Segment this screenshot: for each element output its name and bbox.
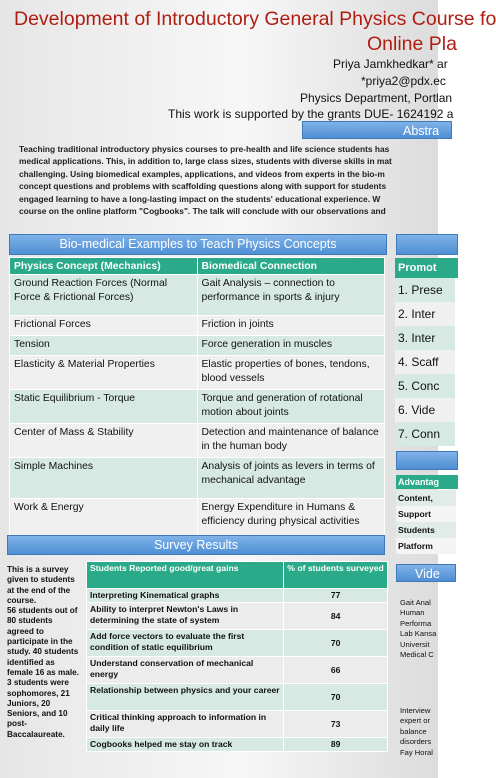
biomed-heading: Bio-medical Examples to Teach Physics Concepts <box>9 234 387 255</box>
authors: Priya Jamkhedkar* ar <box>333 57 448 71</box>
connection-cell: Elastic properties of bones, tendons, blood vessels <box>197 356 385 390</box>
video-caption-line: Medical C <box>400 650 434 660</box>
list-item: Platform <box>396 538 456 554</box>
video-caption-line: Lab Kansa <box>400 629 437 639</box>
survey-pct-cell: 66 <box>284 657 388 684</box>
abstract-line: concept questions and problems with scaffolding questions along with support for students <box>19 181 387 192</box>
survey-table <box>86 561 388 752</box>
video-caption-a <box>400 598 436 660</box>
survey-desc-line: study. 40 students <box>7 647 79 657</box>
survey-item-cell: Add force vectors to evaluate the first condition of static equilibrium <box>87 630 284 657</box>
promote-list <box>395 278 455 446</box>
video-caption-line: disorders <box>400 737 432 747</box>
list-item: 2. Inter <box>395 302 455 326</box>
survey-pct-cell: 73 <box>284 711 388 738</box>
table-row <box>87 684 388 711</box>
table-row <box>87 603 388 630</box>
survey-pct-cell: 84 <box>284 603 388 630</box>
list-item: 1. Prese <box>395 278 455 302</box>
survey-desc-line: at the end of the <box>7 585 71 595</box>
table-row <box>10 356 385 390</box>
connection-cell: Force generation in muscles <box>197 336 385 356</box>
poster-title-continued: Online Pla <box>367 33 457 55</box>
survey-heading: Survey Results <box>7 535 385 555</box>
biomed-table <box>9 257 385 540</box>
list-item: Content, <box>396 490 456 506</box>
survey-desc-line: This is a survey <box>7 565 69 574</box>
survey-desc-line: post- <box>7 719 28 729</box>
video-caption-line: expert or <box>400 716 430 726</box>
concept-cell: Elasticity & Material Properties <box>10 356 198 390</box>
survey-col-item: Students Reported good/great gains <box>87 562 284 589</box>
survey-pct-cell: 70 <box>284 684 388 711</box>
connection-cell: Torque and generation of rotational motion about joints <box>197 390 385 424</box>
author-email: *priya2@pdx.ec <box>361 74 446 88</box>
survey-pct-cell: 89 <box>284 738 388 752</box>
abstract-text <box>19 143 449 217</box>
table-row <box>87 711 388 738</box>
survey-desc-line: identified as <box>7 657 55 667</box>
connection-cell: Energy Expenditure in Humans & efficiency during physical activities <box>197 499 385 540</box>
grant-line: This work is supported by the grants DUE- 1624192 a <box>168 107 454 121</box>
survey-item-cell: Cogbooks helped me stay on track <box>87 738 284 752</box>
abstract-line: course on the online platform "Cogbooks". The talk will conclude with our observations and <box>19 206 386 217</box>
survey-desc-line: agreed to <box>7 626 44 636</box>
concept-cell: Ground Reaction Forces (Normal Force & Frictional Forces) <box>10 275 198 316</box>
abstract-heading: Abstra <box>302 121 452 139</box>
biomed-col-connection: Biomedical Connection <box>197 258 385 275</box>
video-caption-line: Universit <box>400 639 430 649</box>
video-caption-line: Human <box>400 608 425 618</box>
survey-pct-cell: 77 <box>284 589 388 603</box>
survey-desc-line: participate in the <box>7 637 73 647</box>
table-row <box>87 738 388 752</box>
survey-pct-cell: 70 <box>284 630 388 657</box>
survey-desc-line: 56 students out of <box>7 606 78 616</box>
video-caption-line: Interview <box>400 706 431 715</box>
survey-desc-line: course. <box>7 595 37 605</box>
video-caption-line: balance <box>400 726 427 736</box>
list-item: Students <box>396 522 456 538</box>
survey-desc-line: Juniors, 20 <box>7 698 51 708</box>
advantages-heading-bar <box>396 451 458 470</box>
connection-cell: Analysis of joints as levers in terms of mechanical advantage <box>197 458 385 499</box>
department: Physics Department, Portlan <box>300 91 453 105</box>
table-row <box>10 336 385 356</box>
table-row <box>10 458 385 499</box>
advantages-list <box>396 490 456 554</box>
table-row <box>87 589 388 603</box>
table-row <box>10 316 385 336</box>
video-caption-line: Performa <box>400 618 432 628</box>
table-row <box>10 424 385 458</box>
right-heading-bar <box>396 234 458 255</box>
survey-item-cell: Critical thinking approach to information in daily life <box>87 711 284 738</box>
abstract-line: medical applications. This, in addition to, large class sizes, students with diverse skills in mat <box>19 156 392 167</box>
survey-desc-line: Seniors, and 10 <box>7 709 68 719</box>
concept-cell: Tension <box>10 336 198 356</box>
concept-cell: Static Equilibrium - Torque <box>10 390 198 424</box>
concept-cell: Frictional Forces <box>10 316 198 336</box>
table-row <box>10 499 385 540</box>
biomed-col-concept: Physics Concept (Mechanics) <box>10 258 198 275</box>
survey-desc-line: 3 students were <box>7 678 69 688</box>
survey-description <box>7 565 83 740</box>
survey-item-cell: Ability to interpret Newton's Laws in determining the state of system <box>87 603 284 630</box>
table-row <box>87 630 388 657</box>
video-caption-b <box>400 706 433 758</box>
survey-desc-line: given to students <box>7 575 75 585</box>
concept-cell: Simple Machines <box>10 458 198 499</box>
survey-col-pct: % of students surveyed <box>284 562 388 589</box>
survey-desc-line: sophomores, 21 <box>7 688 70 698</box>
abstract-line: challenging. Using biomedical examples, applications, and videos from experts in the bio-m <box>19 168 385 179</box>
list-item: 7. Conn <box>395 422 455 446</box>
list-item: 4. Scaff <box>395 350 455 374</box>
survey-item-cell: Understand conservation of mechanical energy <box>87 657 284 684</box>
survey-item-cell: Interpreting Kinematical graphs <box>87 589 284 603</box>
survey-desc-line: female 16 as male. <box>7 667 79 677</box>
table-row <box>10 275 385 316</box>
abstract-line: engaged learning to have a long-lasting impact on the students' educational experience. W <box>19 193 381 204</box>
abstract-line: Teaching traditional introductory physics courses to pre-health and life science students has <box>19 144 390 154</box>
advantages-heading: Advantag <box>396 475 458 489</box>
concept-cell: Center of Mass & Stability <box>10 424 198 458</box>
survey-desc-line: Baccalaureate. <box>7 729 65 739</box>
list-item: 6. Vide <box>395 398 455 422</box>
survey-desc-line: 80 students <box>7 616 53 626</box>
table-row <box>10 390 385 424</box>
video-caption-line: Fay Horal <box>400 747 433 757</box>
list-item: 3. Inter <box>395 326 455 350</box>
list-item: 5. Conc <box>395 374 455 398</box>
concept-cell: Work & Energy <box>10 499 198 540</box>
connection-cell: Detection and maintenance of balance in the human body <box>197 424 385 458</box>
video-heading: Vide <box>396 564 456 582</box>
connection-cell: Friction in joints <box>197 316 385 336</box>
poster-title: Development of Introductory General Physics Course fo <box>14 8 496 30</box>
table-row <box>87 657 388 684</box>
list-item: Support <box>396 506 456 522</box>
survey-item-cell: Relationship between physics and your career <box>87 684 284 711</box>
promote-heading: Promot <box>395 258 458 278</box>
video-caption-line: Gait Anal <box>400 598 431 607</box>
connection-cell: Gait Analysis – connection to performance in sports & injury <box>197 275 385 316</box>
